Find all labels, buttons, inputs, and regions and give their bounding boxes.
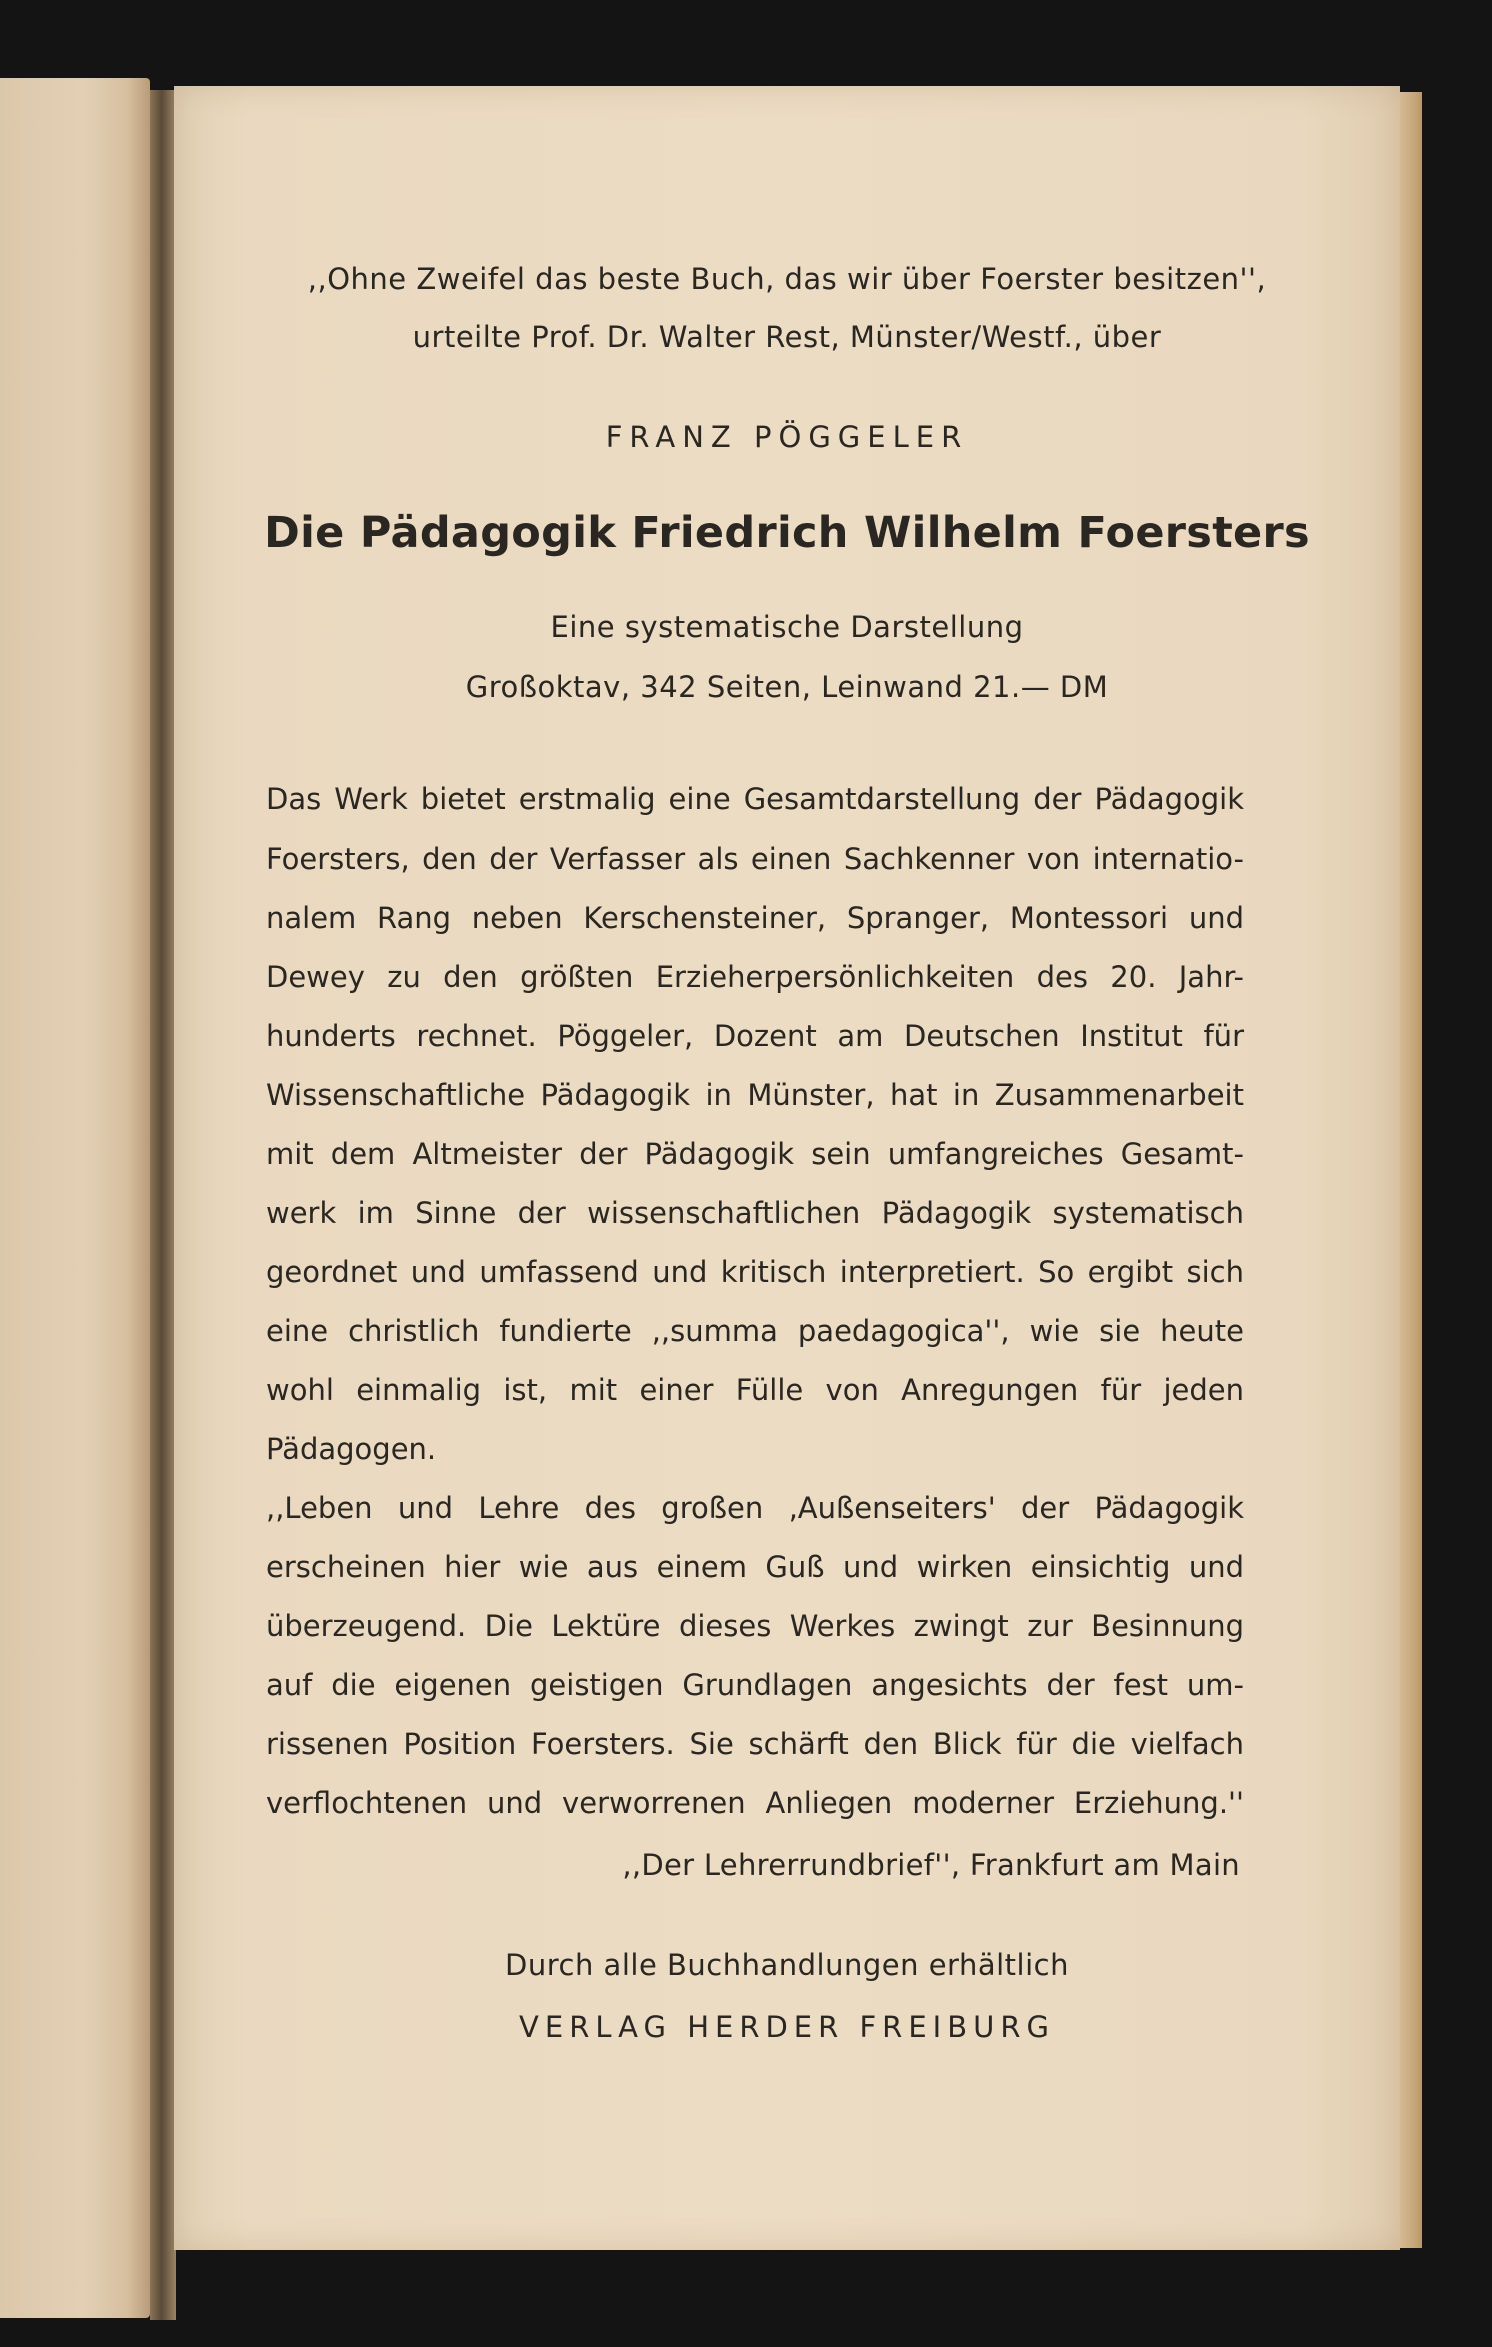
book-page [174,86,1400,2250]
book-gutter [150,90,176,2320]
book-subtitle: Eine systematische Darstellung [550,610,1024,644]
body-line: überzeugend. Die Lektüre dieses Werkes zwingt zur Besinnung [266,1609,1244,1643]
quote-line-2: urteilte Prof. Dr. Walter Rest, Münster/Westf., über [412,320,1162,354]
body-line: ,,Leben und Lehre des großen ‚Außenseiters' der Pädagogik [266,1491,1244,1525]
quote-line-1: ,,Ohne Zweifel das beste Buch, das wir über Foerster besitzen'', [307,262,1267,296]
body-line: werk im Sinne der wissenschaftlichen Pädagogik systematisch [266,1196,1244,1230]
availability-note: Durch alle Buchhandlungen erhältlich [505,1948,1069,1982]
body-line: eine christlich fundierte ,,summa paedagogica'', wie sie heute [266,1314,1244,1348]
book-title: Die Pädagogik Friedrich Wilhelm Foersters [264,508,1310,558]
body-line: hunderts rechnet. Pöggeler, Dozent am Deutschen Institut für [266,1019,1244,1053]
body-line: Das Werk bietet erstmalig eine Gesamtdarstellung der Pädagogik [266,782,1244,816]
body-line: wohl einmalig ist, mit einer Fülle von Anregungen für jeden [266,1373,1244,1407]
publisher-name: VERLAG HERDER FREIBURG [519,2010,1055,2044]
body-line: auf die eigenen geistigen Grundlagen angesichts der fest um- [266,1668,1244,1702]
body-line: nalem Rang neben Kerschensteiner, Spranger, Montessori und [266,901,1244,935]
author-name: FRANZ PÖGGELER [605,420,969,454]
body-line: Wissenschaftliche Pädagogik in Münster, hat in Zusammenarbeit [266,1078,1244,1112]
body-line: Foersters, den der Verfasser als einen Sachkenner von internatio- [266,842,1244,876]
body-line: rissenen Position Foersters. Sie schärft den Blick für die vielfach [266,1727,1244,1761]
quote-source: ,,Der Lehrerrundbrief'', Frankfurt am Main [622,1848,1240,1882]
body-line: mit dem Altmeister der Pädagogik sein umfangreiches Gesamt- [266,1137,1244,1171]
left-page [0,78,150,2318]
body-line: Dewey zu den größten Erzieherpersönlichkeiten des 20. Jahr- [266,960,1244,994]
book-details: Großoktav, 342 Seiten, Leinwand 21.— DM [465,670,1109,704]
page-edge [1398,92,1422,2248]
body-line: Pädagogen. [266,1432,437,1466]
body-line: verflochtenen und verworrenen Anliegen moderner Erziehung.'' [266,1786,1244,1820]
body-line: erscheinen hier wie aus einem Guß und wirken einsichtig und [266,1550,1244,1584]
body-line: geordnet und umfassend und kritisch interpretiert. So ergibt sich [266,1255,1244,1289]
